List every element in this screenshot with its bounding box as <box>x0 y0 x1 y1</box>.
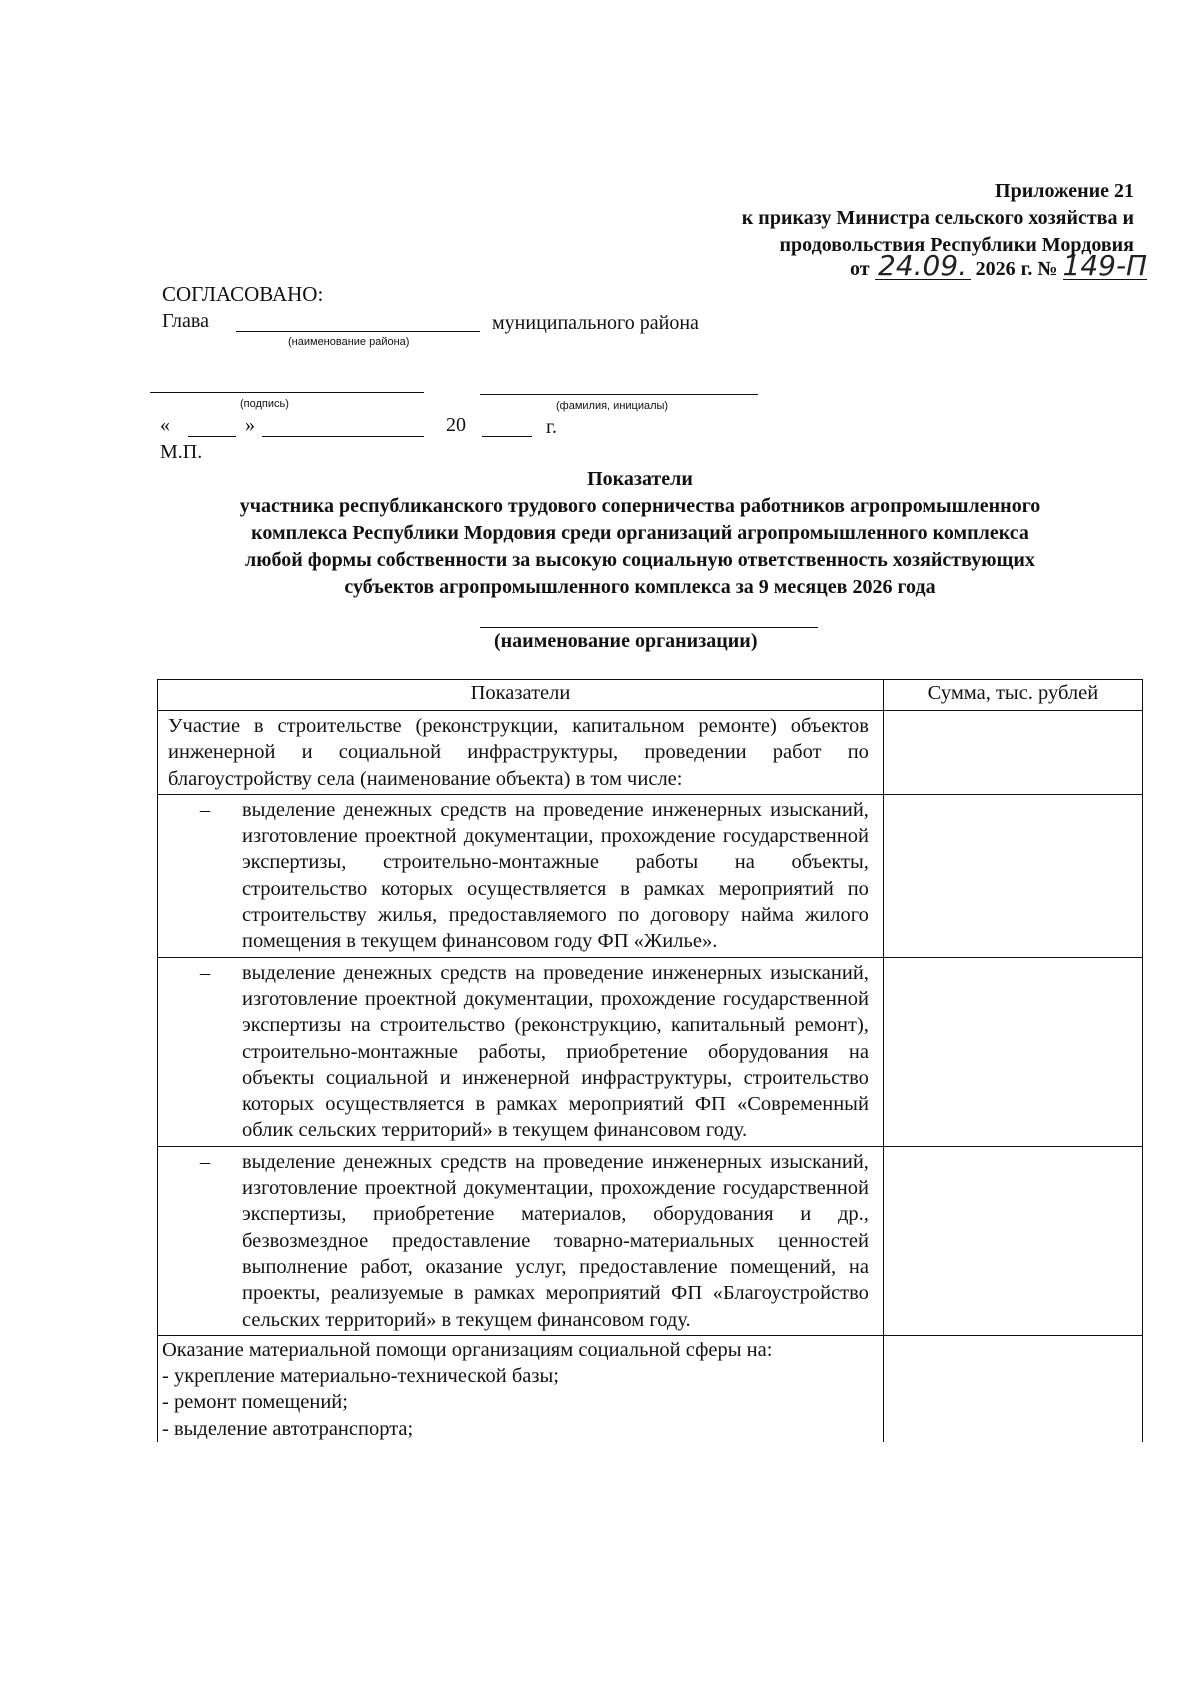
list-item <box>158 1147 883 1335</box>
item-housing-text: выделение денежных средств на проведение инженерных изысканий, изготовление проектной документации, прохождение государственной экспертизы, строительно-монтажные работы на объекты, строительство которых осуществляется в рамках мероприятий по строительству жилья, предоставляемого по договору найма жилого помещения в текущем финансовом году ФП «Жилье». <box>242 798 869 953</box>
handwritten-date: 24.09. <box>875 253 971 280</box>
sum-cell[interactable] <box>883 1146 1142 1335</box>
table-row <box>158 1146 1143 1335</box>
table-header-row <box>158 680 1143 711</box>
district-name-line <box>236 331 480 332</box>
appendix-ministry-line: продовольствия Республики Мордовия <box>779 234 1134 256</box>
table-row <box>158 711 1143 795</box>
sum-cell[interactable] <box>883 1335 1142 1442</box>
row-main-participation: Участие в строительстве (реконструкции, капитальном ремонте) объектов инженерной и социальной инфраструктуры, проведении работ по благоустройству села (наименование объекта) в том числе: <box>158 711 884 795</box>
sum-cell[interactable] <box>883 794 1142 957</box>
table-row <box>158 957 1143 1146</box>
table-row <box>158 1335 1143 1442</box>
date-close-quote: » <box>245 414 255 436</box>
district-caption: (наименование района) <box>288 336 410 348</box>
organization-caption: (наименование организации) <box>494 630 758 652</box>
social-aid-heading: Оказание материальной помощи организациям социальной сферы на: <box>162 1338 773 1361</box>
signature-caption: (подпись) <box>240 398 289 410</box>
date-open-quote: « <box>160 414 170 436</box>
sum-cell[interactable] <box>883 957 1142 1146</box>
dash-marker: – <box>199 961 211 984</box>
head-label: Глава <box>162 310 209 332</box>
indicators-table <box>157 679 1143 1442</box>
document-title-block <box>150 466 1130 601</box>
dash-marker: – <box>199 798 211 821</box>
sum-cell[interactable] <box>883 711 1142 795</box>
district-suffix: муниципального района <box>492 312 699 334</box>
organization-name-line <box>480 627 818 628</box>
stamp-placeholder: М.П. <box>160 441 203 463</box>
name-caption: (фамилия, инициалы) <box>556 400 669 412</box>
title-line-2: комплекса Республики Мордовия среди организаций агропромышленного комплекса <box>251 522 1029 544</box>
dash-marker: – <box>199 1150 211 1173</box>
appendix-title: Приложение 21 <box>995 180 1134 202</box>
title-line-3: любой формы собственности за высокую социальную ответственность хозяйствующих <box>245 549 1035 571</box>
item-landscaping-text: выделение денежных средств на проведение инженерных изысканий, изготовление проектной документации, прохождение государственной экспертизы, приобретение материалов, оборудования и др., безвозмездное предоставление товарно-материальных ценностей выполнение работ, оказание услуг, предоставление помещений, на проекты, реализуемые в рамках мероприятий ФП «Благоустройство сельских территорий» в текущем финансовом году. <box>242 1150 869 1331</box>
column-header-sum: Сумма, тыс. рублей <box>883 680 1142 711</box>
item-rural-territories-text: выделение денежных средств на проведение инженерных изысканий, изготовление проектной документации, прохождение государственной экспертизы на строительство (реконструкцию, капитальный ремонт), строительно-монтажные работы, приобретение оборудования на объекты социальной и инженерной инфраструктуры, строительство которых осуществляется в рамках мероприятий ФП «Современный облик сельских территорий» в текущем финансовом году. <box>242 961 869 1142</box>
title-line-4: субъектов агропромышленного комплекса за 9 месяцев 2026 года <box>344 576 936 598</box>
date-prefix: от <box>850 258 870 280</box>
list-item <box>158 795 883 957</box>
appendix-order-line: к приказу Министра сельского хозяйства и <box>741 207 1134 229</box>
social-aid-item: - укрепление материально-технической базы; <box>162 1365 559 1388</box>
approval-heading: СОГЛАСОВАНО: <box>162 282 324 306</box>
year-suffix: г. <box>546 416 557 438</box>
social-aid-item: - выделение автотранспорта; <box>162 1417 414 1440</box>
year-number-label: 2026 г. № <box>975 258 1058 280</box>
appendix-date-line <box>850 249 1148 282</box>
signature-line <box>150 392 424 393</box>
title-line-1: участника республиканского трудового соперничества работников агропромышленного <box>239 495 1041 517</box>
year-line <box>482 436 532 437</box>
column-header-indicators: Показатели <box>158 680 884 711</box>
month-line <box>262 436 424 437</box>
year-prefix: 20 <box>446 414 466 436</box>
appendix-header <box>600 178 1134 259</box>
name-line <box>480 394 758 395</box>
handwritten-order-number: 149-П <box>1062 249 1148 282</box>
list-item <box>158 958 883 1146</box>
table-row <box>158 794 1143 957</box>
day-line <box>188 436 236 437</box>
document-heading: Показатели <box>587 468 693 490</box>
social-aid-item: - ремонт помещений; <box>162 1391 348 1414</box>
